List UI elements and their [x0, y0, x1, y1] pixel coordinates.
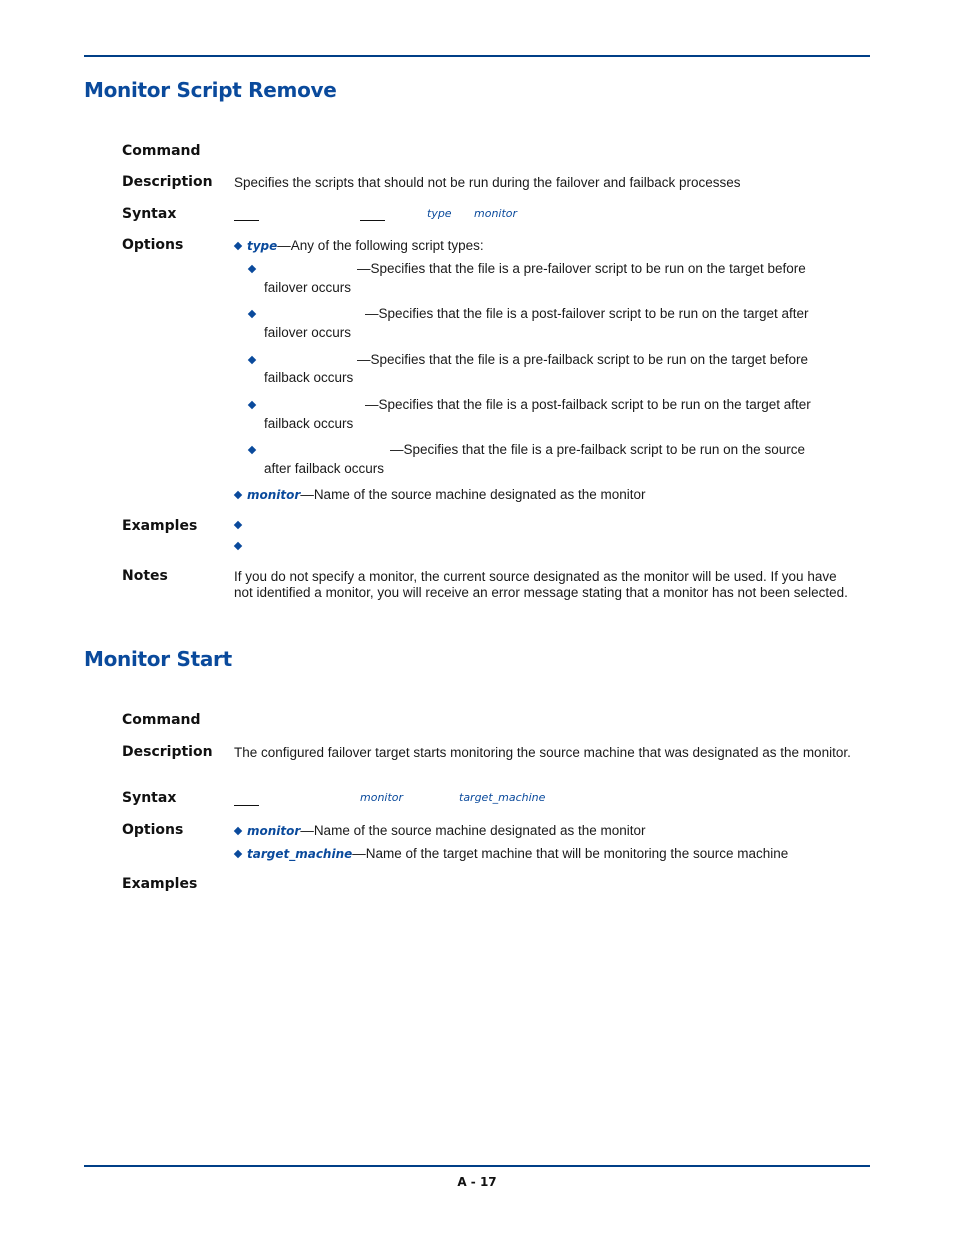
script-type-3-line2: failback occurs	[264, 370, 354, 385]
section-title-monitor-script-remove: Monitor Script Remove	[84, 78, 337, 102]
description-text: Specifies the scripts that should not be run during the failover and failback processes	[234, 175, 741, 190]
option-monitor	[247, 485, 646, 505]
option-type	[247, 236, 484, 256]
bullet-diamond-icon	[234, 827, 242, 835]
bullet-diamond-icon	[248, 310, 256, 318]
syntax-underline	[360, 220, 385, 221]
label-options: Options	[122, 237, 184, 253]
bullet-diamond-icon	[248, 446, 256, 454]
syntax-underline	[234, 220, 259, 221]
label-examples: Examples	[122, 876, 198, 892]
option-text: —Name of the target machine that will be monitoring the source machine	[352, 846, 789, 861]
option-target-machine	[247, 844, 788, 864]
script-type-5-line1: —Specifies that the file is a pre-failback script to be run on the source	[390, 442, 805, 457]
label-command: Command	[122, 143, 201, 159]
option-term: monitor	[247, 488, 301, 502]
label-options: Options	[122, 822, 184, 838]
option-term: monitor	[247, 824, 301, 838]
script-type-2-line2: failover occurs	[264, 325, 352, 340]
syntax-param-target-machine: target_machine	[459, 791, 546, 804]
syntax-param-monitor: monitor	[474, 207, 518, 220]
label-notes: Notes	[122, 568, 168, 584]
syntax-underline	[234, 805, 259, 806]
footer-rule	[84, 1165, 870, 1167]
syntax-param-monitor: monitor	[360, 791, 404, 804]
label-syntax: Syntax	[122, 790, 177, 806]
bullet-diamond-icon	[248, 356, 256, 364]
bullet-diamond-icon	[248, 401, 256, 409]
bullet-diamond-icon	[234, 850, 242, 858]
description-text: The configured failover target starts monitoring the source machine that was designated as the monitor.	[234, 745, 851, 760]
label-command: Command	[122, 712, 201, 728]
label-examples: Examples	[122, 518, 198, 534]
label-description: Description	[122, 174, 213, 190]
page-number: A - 17	[457, 1175, 497, 1189]
script-type-4-line1: —Specifies that the file is a post-failback script to be run on the target after	[365, 397, 811, 412]
bullet-diamond-icon	[248, 265, 256, 273]
script-type-5-line2: after failback occurs	[264, 461, 385, 476]
bullet-diamond-icon	[234, 521, 242, 529]
script-type-3-line1: —Specifies that the file is a pre-failback script to be run on the target before	[357, 352, 808, 367]
option-term: target_machine	[247, 847, 353, 861]
header-rule	[84, 55, 870, 57]
script-type-2-line1: —Specifies that the file is a post-failover script to be run on the target after	[365, 306, 809, 321]
bullet-diamond-icon	[234, 242, 242, 250]
label-description: Description	[122, 744, 213, 760]
syntax-param-type: type	[427, 207, 452, 220]
option-text: —Name of the source machine designated as the monitor	[300, 487, 646, 502]
notes-text: If you do not specify a monitor, the current source designated as the monitor will be used. If you have not identified a monitor, you will receive an error message stating that a monitor has not been selected.	[234, 569, 848, 600]
section-title-monitor-start: Monitor Start	[84, 647, 232, 671]
script-type-1-line1: —Specifies that the file is a pre-failover script to be run on the target before	[357, 261, 806, 276]
label-syntax: Syntax	[122, 206, 177, 222]
option-text: —Name of the source machine designated as the monitor	[300, 823, 646, 838]
script-type-1-line2: failover occurs	[264, 280, 352, 295]
option-text: —Any of the following script types:	[277, 238, 484, 253]
option-term: type	[247, 239, 278, 253]
bullet-diamond-icon	[234, 542, 242, 550]
option-monitor	[247, 821, 646, 841]
script-type-4-line2: failback occurs	[264, 416, 354, 431]
bullet-diamond-icon	[234, 491, 242, 499]
